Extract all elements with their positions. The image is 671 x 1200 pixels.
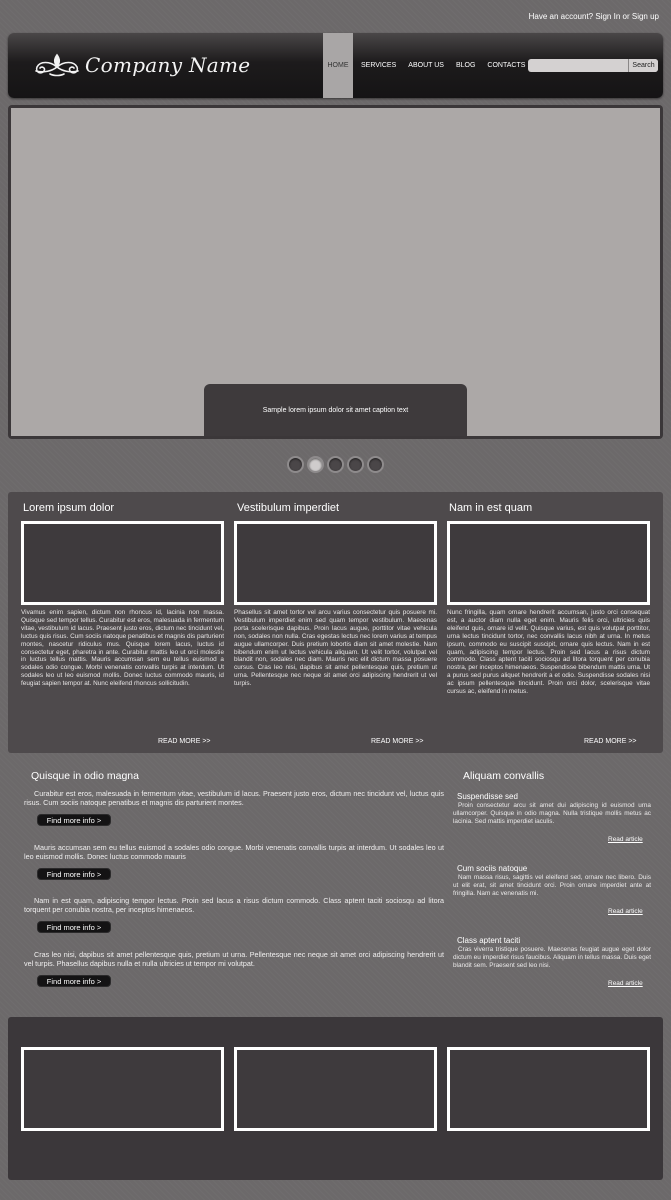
feature-title: Nam in est quam bbox=[449, 502, 533, 514]
nav-home[interactable]: HOME bbox=[323, 33, 353, 98]
read-more-link[interactable]: READ MORE >> bbox=[584, 738, 637, 745]
feature-text: Phasellus sit amet tortor vel arcu varius consectetur quis posuere mi. Vestibulum imperdiet enim sed quam tempor vestibulum. Maecenas porta scelerisque dapibus. Proin lacus augue, porttitor vitae vehicula non, sodales non nulla. Cras egestas lectus nec lorem varius at tempus augue ullamcorper. Duis pretium lobortis diam sit amet molestie. Nam bibendum enim ut lectus vehicula aliquam. Ut velit tortor, volutpat vel blandit non, sodales nec diam. Mauris nec elit dictum massa posuere cursus. Cras leo nisi, dapibus sit amet pellentesque quis, pretium ut urna. Pellentesque nec neque sit amet orci adipiscing hendrerit ut vel turpis. bbox=[234, 609, 437, 688]
account-or: or bbox=[622, 12, 630, 21]
sidebar-article-text: Proin consectetur arcu sit amet dui adipiscing id euismod urna ullamcorper. Quisque in odio magna. Nulla tristique mollis metus ac lacinia. Sed mattis imperdiet iaculis. bbox=[453, 802, 651, 825]
sidebar-article-text: Nam massa risus, sagittis vel eleifend sed, ornare nec libero. Duis ut elit erat, sit amet tincidunt orci. Proin ornare imperdiet ante at fringilla. Nam ac venenatis mi. bbox=[453, 874, 651, 897]
feature-title: Lorem ipsum dolor bbox=[23, 502, 115, 514]
find-more-info-button[interactable]: Find more info > bbox=[37, 814, 111, 826]
account-prompt: Have an account? bbox=[528, 12, 594, 21]
sidebar-article-title: Class aptent taciti bbox=[457, 936, 521, 945]
nav-about-us[interactable]: ABOUT US bbox=[408, 62, 444, 69]
main-section-title: Quisque in odio magna bbox=[31, 770, 139, 782]
feature-text: Vivamus enim sapien, dictum non rhoncus id, lacinia non massa. Quisque sed tempor tellus. Curabitur est eros, malesuada in fermentum vitae, vestibulum id lacus. Praesent justo eros, dictum nec tincidunt vel, luctus quis risus. Cum sociis natoque penatibus et magnis dis parturient montes, nascetur ridiculus mus. Quisque lorem lacus, luctus id consectetur eget, pharetra in ante. Curabitur mattis leo ut orci molestie in luctus tellus mattis. Mauris accumsan sem eu tellus euismod a sodales odio congue. Morbi venenatis convallis turpis at interdum. Ut sodales leo ut leo euismod mollis. Donec luctus commodo mauris, id feugiat sapien tempor at. Nunc eleifend rhoncus sollicitudin. bbox=[21, 609, 224, 688]
search-box bbox=[528, 59, 658, 72]
slider-dot[interactable] bbox=[327, 456, 344, 473]
sign-in-link[interactable]: Sign In bbox=[595, 12, 621, 21]
read-article-link[interactable]: Read article bbox=[608, 836, 643, 843]
slider-caption: Sample lorem ipsum dolor sit amet caption text bbox=[204, 384, 467, 436]
gallery-image[interactable] bbox=[21, 1047, 224, 1131]
main-paragraph: Mauris accumsan sem eu tellus euismod a sodales odio congue. Morbi venenatis convallis turpis at interdum. Ut sodales leo ut leo euismod mollis. Donec luctus commodo mauris bbox=[24, 843, 444, 861]
ornament-logo-icon bbox=[30, 49, 85, 81]
nav-blog[interactable]: BLOG bbox=[455, 62, 476, 69]
sidebar-article-title: Cum sociis natoque bbox=[457, 864, 528, 873]
find-more-info-button[interactable]: Find more info > bbox=[37, 868, 111, 880]
company-name: Company Name bbox=[85, 53, 251, 77]
feature-image[interactable] bbox=[234, 521, 437, 605]
slider-dot-active[interactable] bbox=[307, 456, 324, 473]
read-article-link[interactable]: Read article bbox=[608, 908, 643, 915]
main-nav bbox=[323, 33, 531, 98]
search-input[interactable] bbox=[528, 59, 628, 72]
slider-dot[interactable] bbox=[347, 456, 364, 473]
sidebar-title: Aliquam convallis bbox=[463, 770, 545, 782]
feature-image[interactable] bbox=[21, 521, 224, 605]
gallery-image[interactable] bbox=[447, 1047, 650, 1131]
find-more-info-button[interactable]: Find more info > bbox=[37, 975, 111, 987]
gallery-image[interactable] bbox=[234, 1047, 437, 1131]
sign-up-link[interactable]: Sign up bbox=[631, 12, 659, 21]
read-article-link[interactable]: Read article bbox=[608, 980, 643, 987]
account-bar bbox=[529, 12, 659, 21]
nav-contacts[interactable]: CONTACTS bbox=[487, 62, 526, 69]
read-more-link[interactable]: READ MORE >> bbox=[371, 738, 424, 745]
slider-dot[interactable] bbox=[287, 456, 304, 473]
slider-dot[interactable] bbox=[367, 456, 384, 473]
main-paragraph: Curabitur est eros, malesuada in fermentum vitae, vestibulum id lacus. Praesent justo eros, dictum nec tincidunt vel, luctus quis risus. Cum sociis natoque penatibus et magnis dis parturient montes. bbox=[24, 789, 444, 807]
main-paragraph: Nam in est quam, adipiscing tempor lectus. Proin sed lacus a risus dictum commodo. Class aptent taciti sociosqu ad litora torquent per conubia nostra, per inceptos himenaeos. bbox=[24, 896, 444, 914]
search-button[interactable]: Search bbox=[628, 59, 658, 72]
header-bar bbox=[8, 33, 663, 98]
sidebar-article-text: Cras viverra tristique posuere. Maecenas feugiat augue eget dolor dictum eu imperdiet risus faucibus. Aliquam in tellus massa. Duis eget blandit sem. Praesent sed leo nisi. bbox=[453, 946, 651, 969]
sidebar-article-title: Suspendisse sed bbox=[457, 792, 518, 801]
main-paragraph: Cras leo nisi, dapibus sit amet pellentesque quis, pretium ut urna. Pellentesque nec neque sit amet orci adipiscing hendrerit ut vel turpis. Phasellus dapibus nulla et nulla ultricies ut tempor mi volutpat. bbox=[24, 950, 444, 968]
feature-title: Vestibulum imperdiet bbox=[237, 502, 340, 514]
read-more-link[interactable]: READ MORE >> bbox=[158, 738, 211, 745]
find-more-info-button[interactable]: Find more info > bbox=[37, 921, 111, 933]
slider-pagination bbox=[287, 456, 384, 473]
feature-text: Nunc fringilla, quam ornare hendrerit accumsan, justo orci consequat est, a auctor diam nulla eget enim. Mauris felis orci, ultricies quis eleifend quis, ornare id velit. Quisque varius, est quis volutpat porttitor, urna lectus tincidunt tortor, nec convallis lacus nibh at urna. In metus ipsum, commodo eu suscipit suscipit, ornare quis lectus. Nam in est quam, adipiscing tempor lectus. Proin sed lacus a risus dictum commodo. Class aptent taciti sociosqu ad litora torquent per conubia nostra, per inceptos himenaeos. Suspendisse bibendum mattis urna. Ut a purus sed purus aliquet hendrerit a et odio. Suspendisse sodales nisi ac ipsum pellentesque tincidunt. Proin orci dolor, scelerisque vitae cursus ac, eleifend in metus. bbox=[447, 609, 650, 696]
feature-image[interactable] bbox=[447, 521, 650, 605]
nav-services[interactable]: SERVICES bbox=[361, 62, 397, 69]
